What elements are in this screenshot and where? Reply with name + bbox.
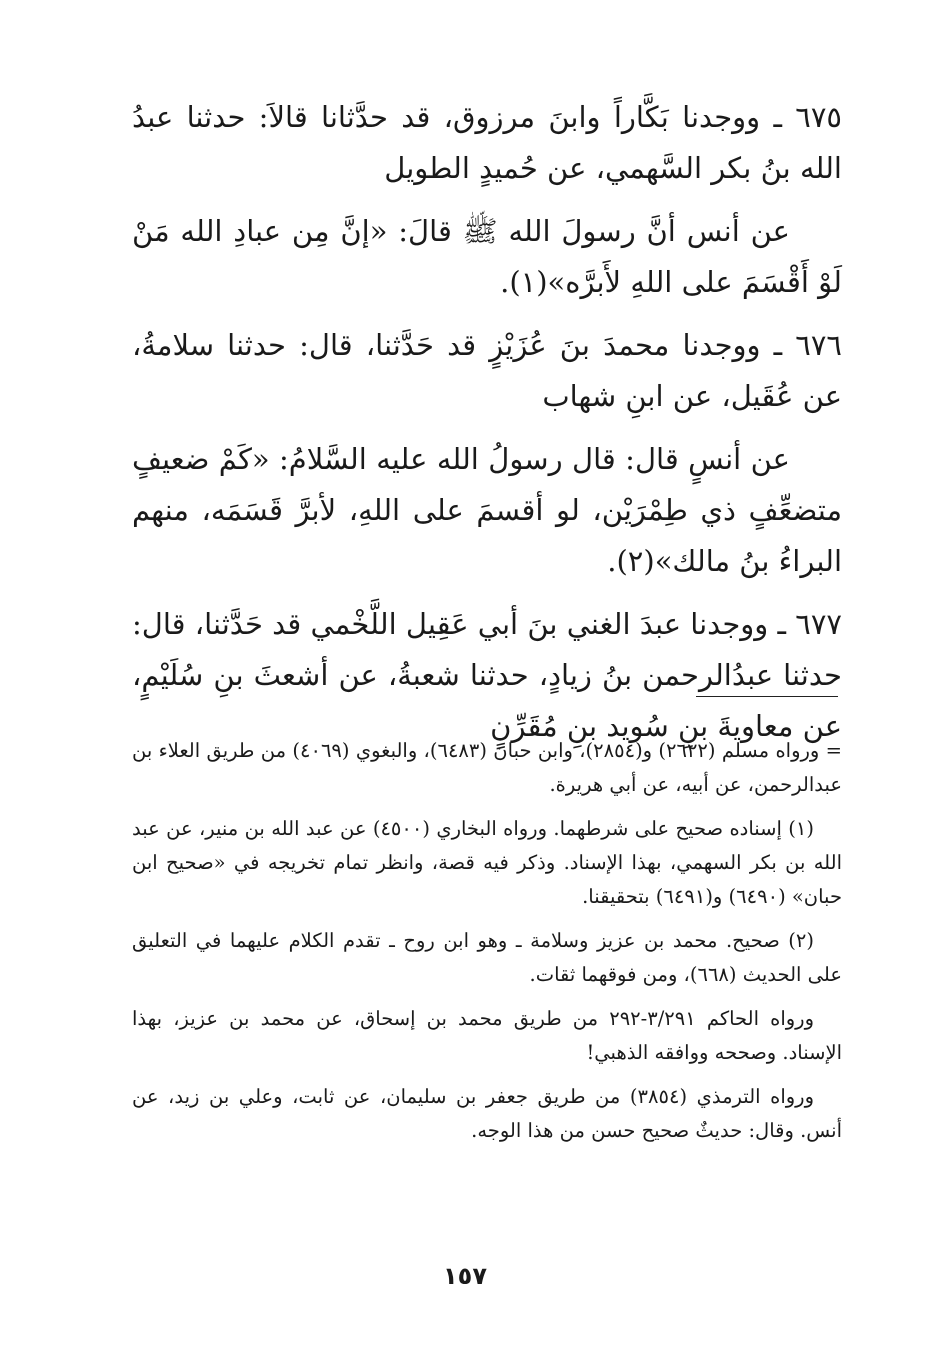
footnote-2-tirmidhi: ورواه الترمذي (٣٨٥٤) من طريق جعفر بن سليمان، عن ثابت، وعلي بن زيد، عن أنس. وقال: حديثٌ صحيح حسن من هذا الوجه.: [132, 1085, 842, 1142]
hadith-675-chain: ٦٧٥ ـ ووجدنا بَكَّاراً وابنَ مرزوق، قد حدَّثانا قالاَ: حدثنا عبدُ الله بنُ بكر السَّهمي، عن حُميدٍ الطويل: [132, 100, 842, 185]
hadith-676-text: عن أنسٍ قال: قال رسولُ الله عليه السَّلامُ: «كَمْ ضعيفٍ متضعِّفٍ ذي طِمْرَيْن، لو أقسمَ على اللهِ، لأبرَّ قَسَمَه، منهم البراءُ بنُ مالك»(٢).: [132, 442, 842, 578]
footnote-2: (٢) صحيح. محمد بن عزيز وسلامة ـ وهو ابن روح ـ تقدم الكلام عليهما في التعليق على الحديث (٦٦٨)، ومن فوقهما ثقات.: [132, 929, 842, 986]
hadith-676-chain: ٦٧٦ ـ ووجدنا محمدَ بنَ عُزَيْزٍ قد حَدَّثنا، قال: حدثنا سلامةُ، عن عُقَيل، عن ابنِ شهاب: [132, 328, 842, 413]
page-number: ١٥٧: [443, 1262, 487, 1290]
footnote-separator: [696, 696, 838, 697]
footnote-2-hakim: ورواه الحاكم ٣/٢٩١-٢٩٢ من طريق محمد بن إسحاق، عن محمد بن عزيز، بهذا الإسناد. وصححه ووافقه الذهبي!: [132, 1007, 842, 1064]
hadith-677-chain: ٦٧٧ ـ ووجدنا عبدَ الغني بنَ أبي عَقِيل اللَّخْمي قد حَدَّثنا، قال: حدثنا عبدُالرحمن بنُ زيادٍ، حدثنا شعبةُ، عن أشعثَ بنِ سُلَيْمٍ، عن معاويةَ بنِ سُويد بنِ مُقَرِّنٍ: [132, 607, 842, 743]
hadith-675-text: عن أنس أنَّ رسولَ الله ﷺ قالَ: «إنَّ مِن عبادِ الله مَنْ لَوْ أَقْسَمَ على اللهِ لأَبرَّه»(١).: [132, 214, 842, 299]
footnote-continued: = ورواه مسلم (٢٦٢٢) و(٢٨٥٤)، وابن حبان (٦٤٨٣)، والبغوي (٤٠٦٩) من طريق العلاء بن عبدالرحمن، عن أبيه، عن أبي هريرة.: [132, 739, 842, 796]
footnote-1: (١) إسناده صحيح على شرطهما. ورواه البخاري (٤٥٠٠) عن عبد الله بن منير، عن عبد الله بن بكر السهمي، بهذا الإسناد. وذكر فيه قصة، وانظر تمام تخريجه في «صحيح ابن حبان» (٦٤٩٠) و(٦٤٩١) بتحقيقنا.: [132, 817, 842, 908]
footnotes: [132, 734, 842, 1148]
main-text: [132, 92, 842, 752]
